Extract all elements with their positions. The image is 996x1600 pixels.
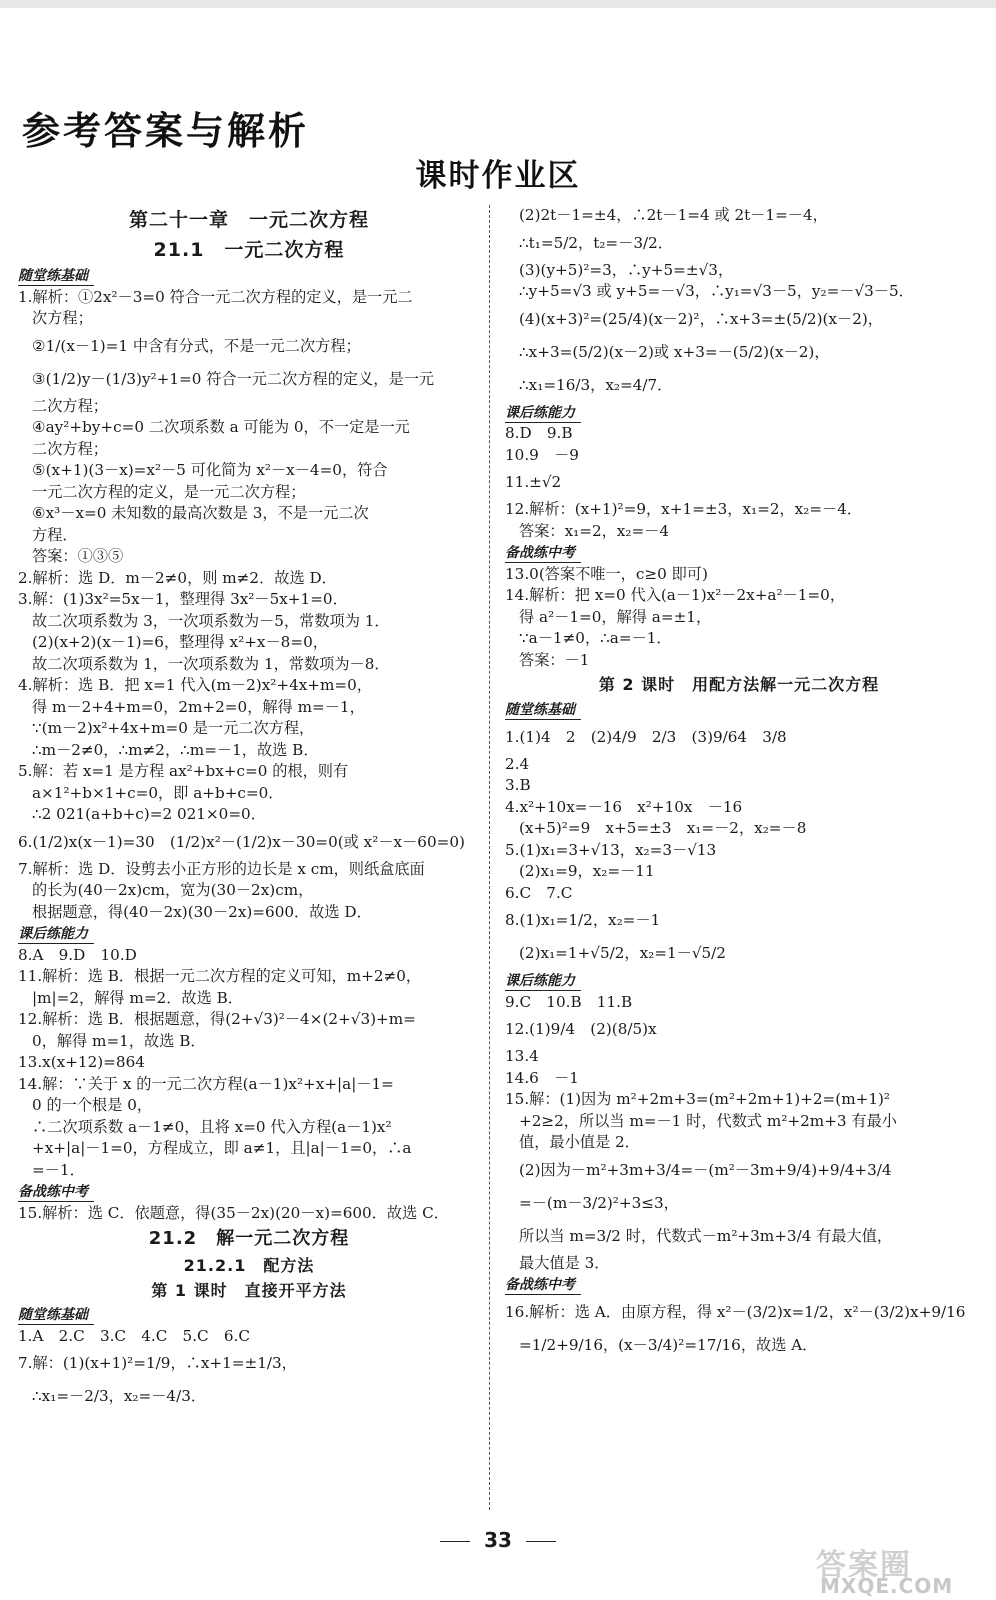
answer-line: 13.4 [505,1047,539,1065]
answer-line: 故二次项系数为 1，一次项系数为 1，常数项为－8． [32,654,390,673]
subsection-heading: 21.2.1 配方法 [183,1256,315,1275]
page-number-dash-left [440,1541,470,1542]
section-label: 随堂练基础 [505,701,581,720]
answer-line: ⑥x³－x=0 未知数的最高次数是 3，不是一元二次 [32,504,369,522]
answer-line: 16.解析：选 A．由原方程，得 x²－(3/2)x=1/2，x²－(3/2)x+9/16 [505,1302,966,1321]
page-main-title: 参考答案与解析 [22,109,310,153]
answer-line: 8.D 9.B [505,424,573,442]
left-column [18,205,480,1413]
answer-line: 得 a²－1=0，解得 a=±1， [519,607,712,626]
answer-line: 二次方程； [32,396,108,415]
answer-line: 答案：①③⑤ [32,547,124,565]
answer-line: ∴m－2≠0，∴m≠2，∴m=－1，故选 B． [32,740,319,759]
section-label: 备战练中考 [18,1183,94,1202]
page-number-value: 33 [484,1528,512,1552]
answer-line: 14.6 －1 [505,1068,579,1087]
answer-line: 1.解析：①2x²－3=0 符合一元二次方程的定义，是一元二 [18,287,413,306]
answer-line: =－1． [32,1160,85,1179]
answer-line: 12.解析：选 B．根据题意，得(2+√3)²－4×(2+√3)+m= [18,1010,416,1028]
answer-line: 4.解析：选 B．把 x=1 代入(m－2)x²+4x+m=0， [18,676,372,694]
section-label: 随堂练基础 [18,267,94,286]
watermark-text: 答案圈 [816,1548,912,1583]
chapter-heading: 第二十一章 一元二次方程 [128,209,369,231]
answer-line: 5.(1)x₁=3+√13，x₂=3－√13 [505,840,717,859]
answer-line: ∴x+3=(5/2)(x－2)或 x+3=－(5/2)(x－2)， [519,342,830,361]
answer-line: 1.A 2.C 3.C 4.C 5.C 6.C [18,1326,250,1345]
answer-line: 12.解析：(x+1)²=9，x+1=±3，x₁=2，x₂=－4． [505,500,863,518]
answer-line: 2.4 [505,754,530,773]
lesson-heading: 第 1 课时 直接开平方法 [151,1281,347,1300]
answer-line: ④ay²+by+c=0 二次项系数 a 可能为 0，不一定是一元 [32,418,410,436]
answer-line: 次方程； [32,309,93,327]
answer-line: 7.解析：选 D．设剪去小正方形的边长是 x cm，则纸盒底面 [18,859,425,878]
answer-line: 13.0(答案不唯一，c≥0 即可) [505,564,708,583]
section-heading: 21.2 解一元二次方程 [148,1228,350,1249]
answer-line: 14.解析：把 x=0 代入(a－1)x²－2x+a²－1=0， [505,586,846,604]
answer-line: 0 的一个根是 0， [32,1096,153,1114]
answer-line: 2.解析：选 D．m－2≠0，则 m≠2．故选 D． [18,568,337,587]
answer-line: 8.(1)x₁=1/2，x₂=－1 [505,911,661,929]
answer-line: ∵a－1≠0，∴a=－1． [519,629,672,647]
answer-line: 所以当 m=3/2 时，代数式－m²+3m+3/4 有最大值， [519,1226,893,1245]
top-edge-band [0,0,996,8]
answer-line: 10.9 －9 [505,445,579,464]
answer-line: ③(1/2)y－(1/3)y²+1=0 符合一元二次方程的定义，是一元 [32,369,435,388]
answer-line: 1.(1)4 2 (2)4/9 2/3 (3)9/64 3/8 [505,727,787,746]
answer-line: 故二次项系数为 3，一次项系数为－5，常数项为 1． [32,611,390,630]
answer-line: ⑤(x+1)(3－x)=x²－5 可化简为 x²－x－4=0，符合 [32,461,388,479]
column-divider [489,205,491,1510]
answer-line: 一元二次方程的定义，是一元二次方程； [32,482,306,501]
answer-line: +2≥2，所以当 m=－1 时，代数式 m²+2m+3 有最小 [519,1111,897,1130]
answer-line: (2)2t－1=±4，∴2t－1=4 或 2t－1=－4， [519,206,828,224]
answer-line: 11.±√2 [505,473,562,491]
answer-line: (2)(x+2)(x－1)=6，整理得 x²+x－8=0， [32,633,328,651]
answer-line: 15.解析：选 C．依题意，得(35－2x)(20－x)=600．故选 C． [18,1203,449,1222]
section-label: 备战练中考 [505,1276,581,1295]
answer-line: 根据题意，得(40－2x)(30－2x)=600．故选 D． [32,902,372,921]
answer-line: (x+5)²=9 x+5=±3 x₁=－2，x₂=－8 [519,819,807,837]
answer-line: (3)(y+5)²=3，∴y+5=±√3， [519,260,734,279]
answer-line: ∴2 021(a+b+c)=2 021×0=0． [32,805,266,823]
answer-line: 8.A 9.D 10.D [18,945,137,964]
answer-line: 6.(1/2)x(x－1)=30 (1/2)x²－(1/2)x－30=0(或 x²－x－60=0) [18,832,465,851]
answer-line: ∴t₁=5/2，t₂=－3/2． [519,233,673,252]
answer-line: +x+|a|－1=0，方程成立，即 a≠1，且|a|－1=0，∴a [32,1139,412,1157]
answer-line: =－(m－3/2)²+3≤3， [519,1193,679,1212]
section-label: 课后练能力 [505,972,581,991]
answer-line: 得 m－2+4+m=0，2m+2=0，解得 m=－1， [32,697,365,716]
section-label: 课后练能力 [505,404,581,423]
answer-line: ∴x₁=16/3，x₂=4/7． [519,375,673,394]
answer-line: a×1²+b×1+c=0，即 a+b+c=0． [32,783,284,802]
watermark-logo [816,1540,976,1596]
answer-line: 11.解析：选 B．根据一元二次方程的定义可知，m+2≠0， [18,967,422,985]
answer-line: 13.x(x+12)=864 [18,1053,145,1071]
answer-line: (2)因为－m²+3m+3/4=－(m²－3m+9/4)+9/4+3/4 [519,1160,892,1179]
section-label: 备战练中考 [505,544,581,563]
answer-line: 7.解：(1)(x+1)²=1/9，∴x+1=±1/3， [18,1354,297,1372]
answer-line: 0，解得 m=1，故选 B． [32,1031,206,1050]
answer-line: 的长为(40－2x)cm，宽为(30－2x)cm， [32,881,314,899]
answer-line: 15.解：(1)因为 m²+2m+3=(m²+2m+1)+2=(m+1)² [505,1090,890,1108]
answer-line: =1/2+9/16，(x－3/4)²=17/16，故选 A． [519,1335,818,1354]
answer-line: 12.(1)9/4 (2)(8/5)x [505,1020,657,1038]
watermark-url: MXQE.COM [820,1574,954,1598]
answer-line: ∴y+5=√3 或 y+5=－√3，∴y₁=√3－5，y₂=－√3－5． [519,282,914,300]
answer-line: (2)x₁=9，x₂=－11 [519,862,655,880]
section-label: 随堂练基础 [18,1306,94,1325]
answer-line: 5.解：若 x=1 是方程 ax²+bx+c=0 的根，则有 [18,762,349,780]
right-column [505,205,973,1362]
answer-line: 6.C 7.C [505,883,573,902]
page-sub-title: 课时作业区 [415,158,581,194]
section-label: 课后练能力 [18,925,94,944]
answer-line: 方程． [32,525,78,544]
lesson-heading: 第 2 课时 用配方法解一元二次方程 [598,675,880,694]
answer-line: (4)(x+3)²=(25/4)(x－2)²，∴x+3=±(5/2)(x－2)， [519,309,883,328]
answer-line: |m|=2，解得 m=2．故选 B． [32,988,243,1007]
answer-line: 3.B [505,776,531,794]
page-number-dash-right [526,1541,556,1542]
answer-line: ∵(m－2)x²+4x+m=0 是一元二次方程， [32,719,315,737]
answer-line: 14.解：∵关于 x 的一元二次方程(a－1)x²+x+|a|－1= [18,1074,394,1093]
answer-line: 3.解：(1)3x²=5x－1，整理得 3x²－5x+1=0． [18,590,348,608]
section-heading: 21.1 一元二次方程 [153,239,345,261]
answer-line: (2)x₁=1+√5/2，x₂=1－√5/2 [519,944,726,962]
answer-line: 二次方程； [32,439,108,458]
answer-line: 值，最小值是 2． [519,1133,640,1151]
answer-line: 最大值是 3． [519,1253,610,1272]
answer-line: ∴x₁=－2/3，x₂=－4/3． [32,1387,207,1405]
answer-line: 答案：x₁=2，x₂=－4 [519,521,670,540]
answer-line: ∴二次项系数 a－1≠0，且将 x=0 代入方程(a－1)x² [32,1117,392,1136]
answer-line: 答案：－1 [519,650,590,669]
answer-line: 9.C 10.B 11.B [505,992,633,1011]
answer-line: ②1/(x－1)=1 中含有分式，不是一元二次方程； [32,336,361,355]
answer-line: 4.x²+10x=－16 x²+10x －16 [505,797,743,816]
